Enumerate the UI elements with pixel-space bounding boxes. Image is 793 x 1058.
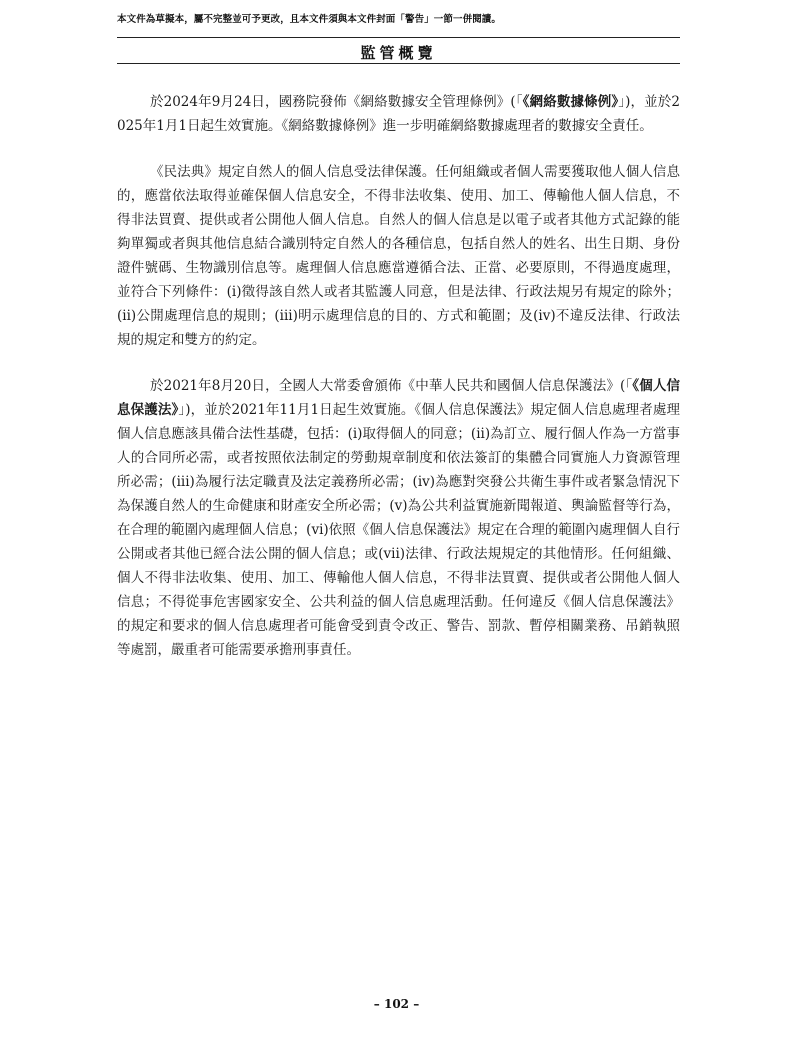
header-rule — [117, 37, 680, 38]
paragraph-text: 於2024年9月24日，國務院發佈《網絡數據安全管理條例》(「 — [150, 94, 523, 110]
paragraph-text: 《民法典》規定自然人的個人信息受法律保護。任何組織或者個人需要獲取他人個人信息的，應當依法取得並確保個人信息安全，不得非法收集、使用、加工、傳輸他人個人信息，不得非法買賣、提供或者公開他人個人信息。自然人的個人信息是以電子或者其他方式記錄的能夠單獨或者與其他信息結合識別特定自然人的各種信息，包括自然人的姓名、出生日期、身份證件號碼、生物識別信息等。處理個人信息應當遵循合法、正當、必要原則，不得過度處理，並符合下列條件：(i)徵得該自然人或者其監護人同意，但是法律、行政法規另有規定的除外；(ii)公開處理信息的規則；(iii)明示處理信息的目的、方式和範圍；及(iv)不違反法律、行政法規的規定和雙方的約定。 — [117, 164, 680, 348]
page-number: – 102 – — [373, 997, 420, 1011]
paragraph-civil-code — [117, 160, 680, 352]
paragraph-personal-info-protection-law — [117, 374, 680, 662]
defined-term: 《個人信息保護法》 — [117, 378, 681, 418]
title-rule — [117, 63, 680, 64]
section-title: 監管概覽 — [360, 44, 437, 62]
paragraph-text: 」)，並於2021年11月1日起生效實施。《個人信息保護法》規定個人信息處理者處理個人信息應該具備合法性基礎，包括：(i)取得個人的同意；(ii)為訂立、履行個人作為一方當事人的合同所必需，或者按照依法制定的勞動規章制度和依法簽訂的集體合同實施人力資源管理所必需；(iii)為履行法定職責及法定義務所必需；(iv)為應對突發公共衛生事件或者緊急情況下為保護自然人的生命健康和財產安全所必需；(v)為公共利益實施新聞報道、輿論監督等行為，在合理的範圍內處理個人信息；(vi)依照《個人信息保護法》規定在合理的範圍內處理個人自行公開或者其他已經合法公開的個人信息；或(vii)法律、行政法規規定的其他情形。任何組織、個人不得非法收集、使用、加工、傳輸他人個人信息，不得非法買賣、提供或者公開他人個人信息；不得從事危害國家安全、公共利益的個人信息處理活動。任何違反《個人信息保護法》的規定和要求的個人信息處理者可能會受到責令改正、警告、罰款、暫停相關業務、吊銷執照等處罰，嚴重者可能需要承擔刑事責任。 — [117, 402, 681, 658]
draft-warning-header: 本文件為草擬本，屬不完整並可予更改，且本文件須與本文件封面「警告」一節一併閱讀。 — [117, 14, 502, 25]
body-text — [117, 90, 680, 684]
defined-term: 《網絡數據條例》 — [522, 94, 619, 110]
paragraph-text: 」)，並於2025年1月1日起生效實施。《網絡數據條例》進一步明確網絡數據處理者的數據安全責任。 — [117, 94, 681, 134]
paragraph-text: 於2021年8月20日，全國人大常委會頒佈《中華人民共和國個人信息保護法》(「 — [150, 378, 633, 394]
paragraph-network-data-regulation — [117, 90, 680, 138]
